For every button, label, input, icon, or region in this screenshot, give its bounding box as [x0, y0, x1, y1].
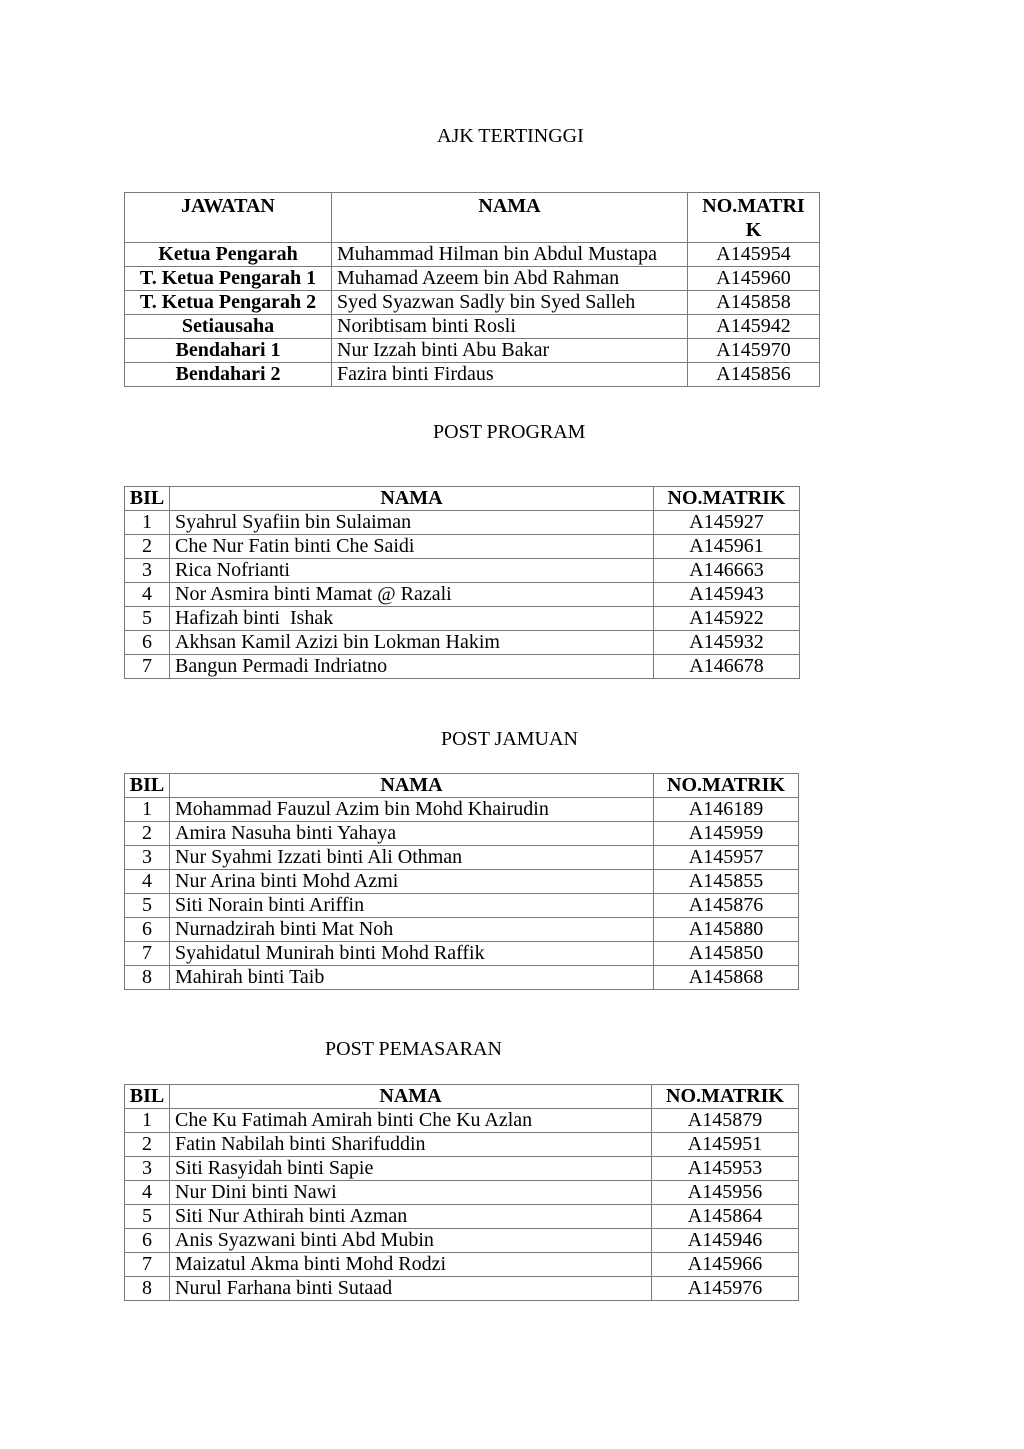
- matrik-cell: A145956: [652, 1181, 799, 1205]
- nama-cell: Rica Nofrianti: [170, 559, 654, 583]
- table-row: [125, 243, 820, 267]
- matrik-cell: A145976: [652, 1277, 799, 1301]
- bil-cell: 3: [125, 846, 170, 870]
- nama-cell: Fazira binti Firdaus: [332, 363, 688, 387]
- header-bil: BIL: [125, 774, 170, 798]
- table-row: [125, 966, 799, 990]
- table-row: [125, 1253, 799, 1277]
- matrik-cell: A145856: [688, 363, 820, 387]
- matrik-cell: A145960: [688, 267, 820, 291]
- table-row: [125, 1109, 799, 1133]
- matrik-cell: A145850: [654, 942, 799, 966]
- bil-cell: 3: [125, 1157, 170, 1181]
- table-row: [125, 870, 799, 894]
- nama-cell: Bangun Permadi Indriatno: [170, 655, 654, 679]
- matrik-cell: A145966: [652, 1253, 799, 1277]
- matrik-cell: A145961: [654, 535, 800, 559]
- table-row: [125, 583, 800, 607]
- matrik-cell: A145880: [654, 918, 799, 942]
- table-row: [125, 798, 799, 822]
- matrik-cell: A145855: [654, 870, 799, 894]
- table-row: [125, 846, 799, 870]
- matrik-cell: A145927: [654, 511, 800, 535]
- table-row: [125, 511, 800, 535]
- nama-cell: Nurnadzirah binti Mat Noh: [170, 918, 654, 942]
- bil-cell: 2: [125, 822, 170, 846]
- table-row: [125, 363, 820, 387]
- table-header-row: [125, 487, 800, 511]
- table-row: [125, 291, 820, 315]
- bil-cell: 7: [125, 655, 170, 679]
- table-row: [125, 1157, 799, 1181]
- matrik-cell: A145879: [652, 1109, 799, 1133]
- table-row: [125, 1205, 799, 1229]
- bil-cell: 7: [125, 942, 170, 966]
- table-row: [125, 1181, 799, 1205]
- matrik-cell: A145858: [688, 291, 820, 315]
- jawatan-cell: Ketua Pengarah: [125, 243, 332, 267]
- table-row: [125, 894, 799, 918]
- table-row: [125, 1133, 799, 1157]
- matrik-cell: A146663: [654, 559, 800, 583]
- header-nama: NAMA: [170, 487, 654, 511]
- table-row: [125, 535, 800, 559]
- bil-cell: 8: [125, 966, 170, 990]
- nama-cell: Siti Nur Athirah binti Azman: [170, 1205, 652, 1229]
- bil-cell: 6: [125, 631, 170, 655]
- jawatan-cell: Bendahari 1: [125, 339, 332, 363]
- bil-cell: 5: [125, 607, 170, 631]
- table-row: [125, 339, 820, 363]
- bil-cell: 4: [125, 1181, 170, 1205]
- nama-cell: Mahirah binti Taib: [170, 966, 654, 990]
- table-row: [125, 267, 820, 291]
- nama-cell: Muhamad Azeem bin Abd Rahman: [332, 267, 688, 291]
- jawatan-cell: Setiausaha: [125, 315, 332, 339]
- matrik-cell: A145957: [654, 846, 799, 870]
- nama-cell: Fatin Nabilah binti Sharifuddin: [170, 1133, 652, 1157]
- bil-cell: 4: [125, 583, 170, 607]
- bil-cell: 2: [125, 535, 170, 559]
- header-no-matrik: NO.MATRI K: [688, 193, 820, 243]
- section-title-post-jamuan: POST JAMUAN: [441, 728, 578, 750]
- ajk-tertinggi-table: [124, 192, 820, 387]
- table-row: [125, 942, 799, 966]
- matrik-cell: A145876: [654, 894, 799, 918]
- table-row: [125, 315, 820, 339]
- nama-cell: Nor Asmira binti Mamat @ Razali: [170, 583, 654, 607]
- post-pemasaran-table: [124, 1084, 799, 1301]
- table-header-row: [125, 1085, 799, 1109]
- bil-cell: 1: [125, 798, 170, 822]
- table-row: [125, 631, 800, 655]
- matrik-cell: A145922: [654, 607, 800, 631]
- matrik-cell: A145864: [652, 1205, 799, 1229]
- header-no-matrik: NO.MATRIK: [654, 774, 799, 798]
- bil-cell: 4: [125, 870, 170, 894]
- matrik-cell: A145868: [654, 966, 799, 990]
- table-row: [125, 559, 800, 583]
- matrik-cell: A145970: [688, 339, 820, 363]
- nama-cell: Che Nur Fatin binti Che Saidi: [170, 535, 654, 559]
- bil-cell: 2: [125, 1133, 170, 1157]
- post-jamuan-table: [124, 773, 799, 990]
- nama-cell: Amira Nasuha binti Yahaya: [170, 822, 654, 846]
- jawatan-cell: Bendahari 2: [125, 363, 332, 387]
- table-row: [125, 918, 799, 942]
- section-title-post-pemasaran: POST PEMASARAN: [325, 1038, 502, 1060]
- matrik-cell: A145953: [652, 1157, 799, 1181]
- nama-cell: Syahrul Syafiin bin Sulaiman: [170, 511, 654, 535]
- bil-cell: 6: [125, 1229, 170, 1253]
- bil-cell: 7: [125, 1253, 170, 1277]
- table-row: [125, 822, 799, 846]
- header-nama: NAMA: [170, 1085, 652, 1109]
- nama-cell: Mohammad Fauzul Azim bin Mohd Khairudin: [170, 798, 654, 822]
- nama-cell: Che Ku Fatimah Amirah binti Che Ku Azlan: [170, 1109, 652, 1133]
- matrik-cell: A145943: [654, 583, 800, 607]
- bil-cell: 5: [125, 894, 170, 918]
- section-title-ajk-tertinggi: AJK TERTINGGI: [437, 125, 584, 147]
- matrik-cell: A146678: [654, 655, 800, 679]
- bil-cell: 1: [125, 511, 170, 535]
- nama-cell: Anis Syazwani binti Abd Mubin: [170, 1229, 652, 1253]
- bil-cell: 5: [125, 1205, 170, 1229]
- nama-cell: Siti Norain binti Ariffin: [170, 894, 654, 918]
- matrik-cell: A145932: [654, 631, 800, 655]
- bil-cell: 8: [125, 1277, 170, 1301]
- jawatan-cell: T. Ketua Pengarah 2: [125, 291, 332, 315]
- header-nama: NAMA: [332, 193, 688, 243]
- nama-cell: Siti Rasyidah binti Sapie: [170, 1157, 652, 1181]
- matrik-cell: A145951: [652, 1133, 799, 1157]
- matrik-cell: A146189: [654, 798, 799, 822]
- nama-cell: Muhammad Hilman bin Abdul Mustapa: [332, 243, 688, 267]
- matrik-cell: A145959: [654, 822, 799, 846]
- matrik-cell: A145942: [688, 315, 820, 339]
- jawatan-cell: T. Ketua Pengarah 1: [125, 267, 332, 291]
- nama-cell: Nur Dini binti Nawi: [170, 1181, 652, 1205]
- nama-cell: Hafizah binti Ishak: [170, 607, 654, 631]
- nama-cell: Nur Izzah binti Abu Bakar: [332, 339, 688, 363]
- table-header-row: [125, 774, 799, 798]
- header-bil: BIL: [125, 487, 170, 511]
- nama-cell: Syahidatul Munirah binti Mohd Raffik: [170, 942, 654, 966]
- bil-cell: 3: [125, 559, 170, 583]
- table-header-row: [125, 193, 820, 243]
- section-title-post-program: POST PROGRAM: [433, 421, 586, 443]
- table-row: [125, 1229, 799, 1253]
- header-no-matrik: NO.MATRIK: [654, 487, 800, 511]
- post-program-table: [124, 486, 800, 679]
- matrik-cell: A145954: [688, 243, 820, 267]
- header-jawatan: JAWATAN: [125, 193, 332, 243]
- bil-cell: 6: [125, 918, 170, 942]
- nama-cell: Nurul Farhana binti Sutaad: [170, 1277, 652, 1301]
- matrik-cell: A145946: [652, 1229, 799, 1253]
- header-no-matrik: NO.MATRIK: [652, 1085, 799, 1109]
- nama-cell: Nur Syahmi Izzati binti Ali Othman: [170, 846, 654, 870]
- table-row: [125, 655, 800, 679]
- nama-cell: Akhsan Kamil Azizi bin Lokman Hakim: [170, 631, 654, 655]
- header-bil: BIL: [125, 1085, 170, 1109]
- bil-cell: 1: [125, 1109, 170, 1133]
- table-row: [125, 1277, 799, 1301]
- header-nama: NAMA: [170, 774, 654, 798]
- nama-cell: Noribtisam binti Rosli: [332, 315, 688, 339]
- nama-cell: Syed Syazwan Sadly bin Syed Salleh: [332, 291, 688, 315]
- nama-cell: Nur Arina binti Mohd Azmi: [170, 870, 654, 894]
- table-row: [125, 607, 800, 631]
- nama-cell: Maizatul Akma binti Mohd Rodzi: [170, 1253, 652, 1277]
